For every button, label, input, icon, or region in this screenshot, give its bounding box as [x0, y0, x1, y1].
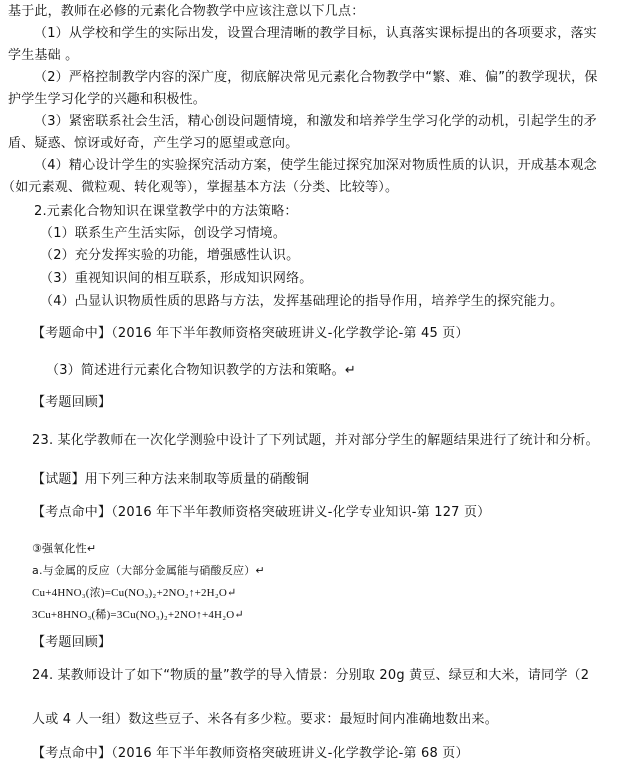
equation-concentrated: Cu+4HNO₃(浓)=Cu(NO₃)₂+2NO₂↑+2H₂O↵	[32, 587, 237, 599]
point-1-line-2: 学生基础 。	[8, 48, 79, 63]
exam-review-1: 【考题回顾】	[32, 395, 112, 410]
question-3: （3）简述进行元素化合物知识教学的方法和策略。↵	[46, 363, 356, 378]
strategy-item-4: （4）凸显认识物质性质的思路与方法，发挥基础理论的指导作用，培养学生的探究能力。	[40, 294, 564, 309]
metal-reaction-heading: a.与金属的反应（大部分金属能与硝酸反应）↵	[32, 564, 265, 577]
point-4-line-2: （如元素观、微粒观、转化观等），掌握基本方法（分类、比较等）。	[2, 180, 399, 195]
property-heading: ③强氧化性↵	[32, 542, 97, 555]
intro-line: 基于此，教师在必修的元素化合物教学中应该注意以下几点：	[8, 4, 365, 19]
point-1-line-1: （1）从学校和学生的实际出发，设置合理清晰的教学目标，认真落实课标提出的各项要求，落实	[34, 26, 597, 41]
strategy-item-2: （2）充分发挥实验的功能，增强感性认识。	[40, 248, 300, 263]
strategy-item-3: （3）重视知识间的相互联系，形成知识网络。	[40, 271, 313, 286]
point-4-line-1: （4）精心设计学生的实验探究活动方案，使学生能过探究加深对物质性质的认识，开成基本观念	[34, 158, 597, 173]
question-24-line-1: 24. 某教师设计了如下“物质的量”教学的导入情景：分别取 20g 黄豆、绿豆和大米，请同学（2	[32, 668, 590, 683]
point-3-line-2: 盾、疑惑、惊讶或好奇，产生学习的愿望或意向。	[8, 136, 299, 151]
exam-hit-1: 【考题命中】（2016 年下半年教师资格突破班讲义-化学教学论-第 45 页）	[32, 326, 469, 341]
exam-review-2: 【考题回顾】	[32, 635, 112, 650]
test-item: 【试题】用下列三种方法来制取等质量的硝酸铜	[32, 472, 310, 487]
equation-dilute: 3Cu+8HNO₃(稀)=3Cu(NO₃)₂+2NO↑+4H₂O↵	[32, 609, 244, 621]
question-24-line-2: 人或 4 人一组）数这些豆子、米各有多少粒。要求：最短时间内准确地数出来。	[32, 712, 498, 727]
exam-hit-3: 【考点命中】（2016 年下半年教师资格突破班讲义-化学教学论-第 68 页）	[32, 746, 469, 761]
question-23: 23. 某化学教师在一次化学测验中设计了下列试题，并对部分学生的解题结果进行了统计和分析。	[32, 433, 599, 448]
strategy-heading: 2.元素化合物知识在课堂教学中的方法策略：	[34, 204, 298, 219]
point-2-line-2: 护学生学习化学的兴趣和积极性。	[8, 92, 207, 107]
strategy-item-1: （1）联系生产生活实际，创设学习情境。	[40, 226, 287, 241]
exam-hit-2: 【考点命中】（2016 年下半年教师资格突破班讲义-化学专业知识-第 127 页）	[32, 505, 491, 520]
point-2-line-1: （2）严格控制教学内容的深广度，彻底解决常见元素化合物教学中“繁、难、偏”的教学现状，保	[34, 70, 598, 85]
point-3-line-1: （3）紧密联系社会生活，精心创设问题情境，和激发和培养学生学习化学的动机，引起学生的矛	[34, 114, 597, 129]
